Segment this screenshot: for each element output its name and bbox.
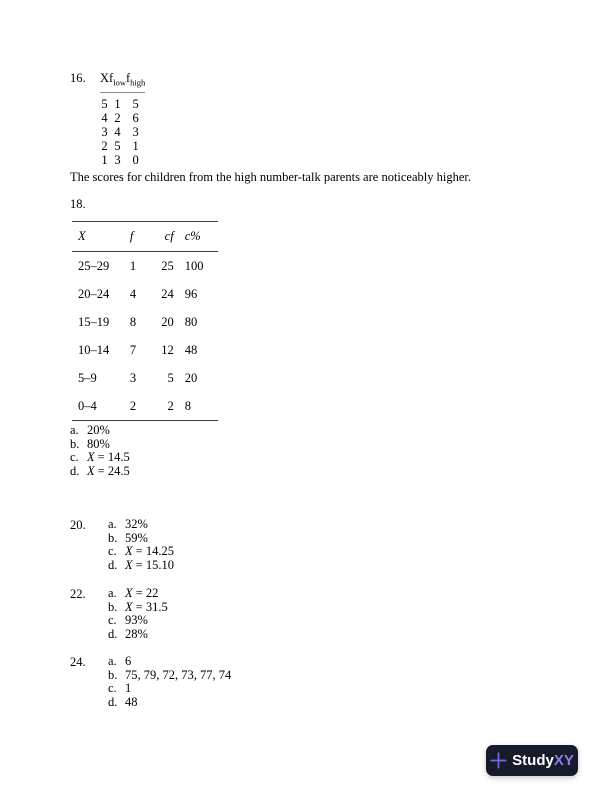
answer-letter: b.: [108, 599, 118, 614]
table-cell: 8: [184, 398, 191, 413]
answer-text: 20%: [87, 423, 110, 437]
question-number: 20.: [70, 518, 86, 532]
answer-value: [87, 464, 130, 478]
table-cell: 6: [132, 111, 139, 125]
answer-value: [125, 695, 138, 709]
answer-value: [125, 681, 131, 695]
answer-text: 80%: [87, 436, 110, 451]
answer-value: [87, 450, 130, 464]
table-cell: 5: [114, 139, 121, 153]
table-row: [100, 111, 145, 125]
table-cell: 80: [184, 314, 198, 329]
table-cell: 20–24: [78, 286, 110, 301]
table-cell: 8: [129, 314, 137, 329]
col-header-fhigh: [126, 70, 145, 93]
answer-text: = 15.10: [135, 558, 174, 573]
table-cell: 0: [132, 153, 139, 167]
answer-text: = 24.5: [97, 464, 130, 479]
answer-letter: c.: [108, 544, 117, 559]
question-20-block: [70, 518, 174, 573]
answer-row: [108, 532, 174, 546]
table-header-row: [100, 70, 145, 93]
answer-row: [70, 465, 130, 479]
answer-letter: b.: [108, 667, 118, 682]
answer-text: 32%: [125, 517, 148, 531]
stat-variable: X: [125, 586, 133, 600]
table-row: [100, 139, 145, 153]
answer-text: 93%: [125, 613, 148, 628]
answer-value: [125, 654, 131, 668]
answer-letter: c.: [70, 450, 79, 465]
answer-value: [87, 437, 110, 451]
table-cell: 48: [184, 342, 198, 357]
table-row: [72, 336, 218, 364]
question-number: 22.: [70, 587, 86, 601]
question-16-table: [100, 70, 145, 167]
header-base: f: [125, 71, 131, 85]
answer-letter: d.: [108, 627, 118, 642]
answer-value: [125, 544, 174, 558]
table-cell: 5: [101, 97, 108, 111]
table-cell: 3: [132, 125, 139, 139]
answer-letter: a.: [70, 423, 79, 437]
question-22-answers: [108, 587, 168, 642]
table-header-row: [72, 222, 218, 252]
question-18-answers: [70, 424, 130, 479]
question-24-answers: [108, 655, 231, 710]
answer-letter: d.: [108, 695, 118, 710]
table-cell: 20: [184, 370, 198, 385]
table-cell: 4: [101, 111, 108, 125]
col-header-x: [100, 70, 109, 93]
table-cell: 3: [129, 370, 137, 385]
answer-letter: d.: [108, 558, 118, 573]
answer-value: [125, 668, 231, 682]
header-base: X: [100, 71, 110, 85]
question-24-block: [70, 655, 231, 710]
table-cell: 0–4: [78, 398, 97, 413]
answer-text: 6: [125, 654, 132, 668]
answer-text: = 31.5: [135, 599, 168, 614]
answer-row: [70, 438, 130, 452]
answer-text: 48: [125, 695, 138, 710]
table-cell: 1: [114, 97, 121, 111]
answer-row: [108, 669, 231, 683]
col-header-cpct: c%: [177, 222, 218, 252]
table-row: [72, 392, 218, 421]
answer-value: [125, 586, 158, 600]
table-cell: 100: [184, 258, 204, 273]
answer-row: [108, 614, 168, 628]
question-20-answers: [108, 518, 174, 573]
answer-letter: c.: [108, 613, 117, 628]
table-cell: 25–29: [78, 258, 110, 273]
table-row: [100, 93, 145, 112]
answer-row: [108, 587, 168, 601]
answer-row: [108, 518, 174, 532]
table-cell: 96: [184, 286, 198, 301]
answer-value: [125, 517, 148, 531]
question-number: 18.: [70, 197, 86, 211]
answer-letter: c.: [108, 681, 117, 696]
stat-variable: X: [125, 558, 133, 573]
question-22-block: [70, 587, 168, 642]
stat-variable: X: [87, 464, 95, 479]
answer-note-text: The scores for children from the high number-talk parents are noticeably higher.: [70, 170, 471, 184]
table-cell: 20: [161, 314, 174, 329]
answer-value: [87, 423, 110, 437]
answer-row: [70, 451, 130, 465]
question-number: 24.: [70, 655, 86, 669]
table-row: [100, 125, 145, 139]
answer-value: [125, 531, 148, 545]
answer-row: [108, 545, 174, 559]
answer-text: = 22: [135, 586, 159, 600]
table-cell: 12: [161, 342, 174, 357]
answer-value: [125, 613, 148, 627]
table-row: [72, 308, 218, 336]
table-row: [100, 153, 145, 167]
answer-letter: d.: [70, 464, 80, 479]
table-row: [72, 364, 218, 392]
table-cell: 5–9: [78, 370, 97, 385]
col-header-flow: [109, 70, 126, 93]
logo-text-accent: XY: [553, 752, 574, 769]
answer-text: 28%: [125, 627, 148, 642]
answer-value: [125, 558, 174, 572]
header-base: f: [109, 71, 114, 85]
answer-value: [125, 600, 168, 614]
answer-text: 59%: [125, 530, 148, 545]
table-cell: 10–14: [78, 342, 110, 357]
table-cell: 4: [129, 286, 137, 301]
answer-letter: b.: [108, 530, 118, 545]
table-cell: 4: [114, 125, 121, 139]
question-number: 16.: [70, 71, 86, 85]
answer-row: [108, 601, 168, 615]
table-cell: 3: [114, 153, 121, 167]
table-cell: 5: [167, 370, 174, 385]
answer-letter: a.: [108, 586, 117, 600]
answer-row: [108, 559, 174, 573]
stat-variable: X: [87, 450, 95, 465]
col-header-cf: cf: [154, 222, 177, 252]
studyxy-logo: [486, 745, 578, 776]
answer-row: [108, 628, 168, 642]
col-header-f: f: [125, 222, 154, 252]
answer-text: = 14.25: [135, 544, 174, 559]
header-sub: high: [130, 77, 146, 88]
table-cell: 2: [101, 139, 108, 153]
answer-letter: b.: [70, 436, 80, 451]
answer-row: [70, 424, 130, 438]
table-row: [72, 280, 218, 308]
table-cell: 7: [129, 342, 137, 357]
plus-icon: [490, 752, 507, 769]
answer-text: 75, 79, 72, 73, 77, 74: [125, 667, 232, 682]
table-cell: 2: [167, 398, 174, 413]
logo-text: [512, 752, 574, 769]
answer-text: 1: [125, 681, 132, 696]
table-cell: 5: [132, 97, 139, 111]
stat-variable: X: [125, 599, 133, 614]
table-cell: 3: [101, 125, 108, 139]
table-cell: 2: [129, 398, 137, 413]
table-cell: 25: [161, 258, 174, 273]
question-18-table: [72, 221, 218, 421]
table-cell: 1: [132, 139, 139, 153]
header-sub: low: [113, 77, 126, 88]
table-cell: 24: [161, 286, 174, 301]
logo-text-main: Study: [512, 752, 554, 769]
stat-variable: X: [125, 544, 133, 559]
answer-row: [108, 655, 231, 669]
answer-row: [108, 682, 231, 696]
table-cell: 1: [101, 153, 108, 167]
table-cell: 15–19: [78, 314, 110, 329]
answer-text: = 14.5: [97, 450, 130, 465]
answer-value: [125, 627, 148, 641]
answer-letter: a.: [108, 654, 117, 668]
table-cell: 2: [114, 111, 121, 125]
table-cell: 1: [129, 258, 137, 273]
answer-letter: a.: [108, 517, 117, 531]
col-header-x: X: [72, 222, 125, 252]
answer-row: [108, 696, 231, 710]
table-row: [72, 252, 218, 281]
